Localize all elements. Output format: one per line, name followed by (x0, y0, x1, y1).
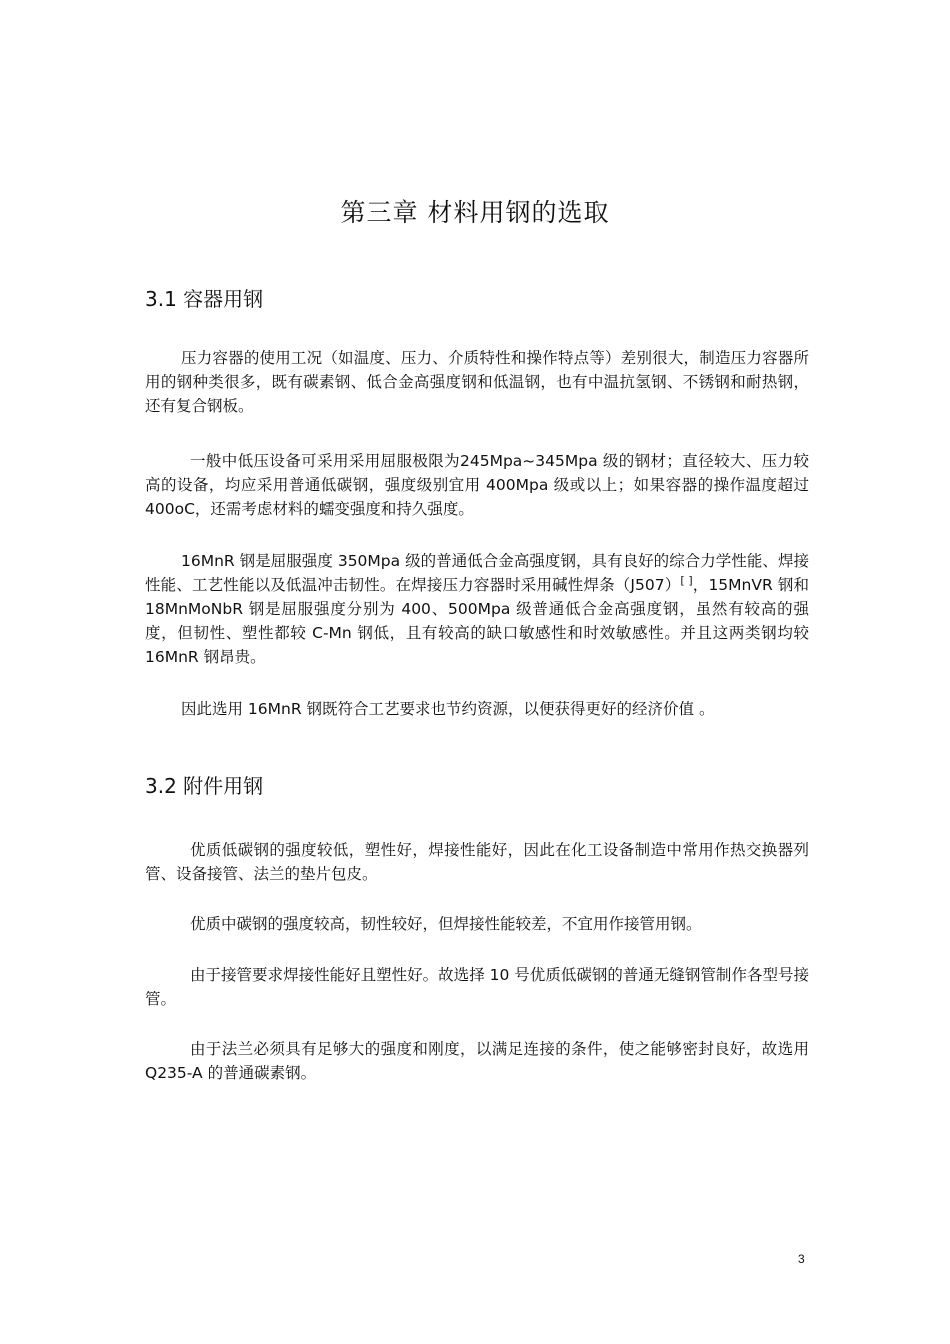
section-heading-3-1: 3.1 容器用钢 (145, 287, 264, 311)
paragraph: 因此选用 16MnR 钢既符合工艺要求也节约资源，以便获得更好的经济价值 。 (181, 700, 715, 718)
paragraph-text-before-ref: 16MnR 钢是屈服强度 350Mpa 级的普通低合金高强度钢，具有良好的综合力学性能、焊接性能、工艺性能以及低温冲击韧性。在焊接压力容器时采用碱性焊条（J507） (145, 552, 809, 594)
paragraph: 优质中碳钢的强度较高，韧性较好，但焊接性能较差，不宜用作接管用钢。 (190, 915, 702, 933)
paragraph: 优质低碳钢的强度较低，塑性好，焊接性能好，因此在化工设备制造中常用作热交换器列管、设备接管、法兰的垫片包皮。 (145, 841, 809, 883)
paragraph: 由于接管要求焊接性能好且塑性好。故选择 10 号优质低碳钢的普通无缝钢管制作各型号接管。 (145, 966, 809, 1008)
citation-marker: [ ] (680, 573, 693, 587)
chapter-title: 第三章 材料用钢的选取 (340, 198, 610, 227)
paragraph-text-after-ref: ，15MnVR 钢和 18MnMoNbR 钢是屈服强度分别为 400、500Mpa 级普通低合金高强度钢，虽然有较高的强度，但韧性、塑性都较 C-Mn 钢低，且有较高的缺口敏感性和时效敏感性。并且这两类钢均较 16MnR 钢昂贵。 (145, 576, 809, 666)
paragraph: 压力容器的使用工况（如温度、压力、介质特性和操作特点等）差别很大，制造压力容器所用的钢种类很多，既有碳素钢、低合金高强度钢和低温钢，也有中温抗氢钢、不锈钢和耐热钢，还有复合钢板。 (145, 349, 809, 415)
section-heading-3-2: 3.2 附件用钢 (145, 774, 264, 798)
paragraph: 一般中低压设备可采用采用屈服极限为245Mpa~345Mpa 级的钢材；直径较大、压力较高的设备，均应采用普通低碳钢，强度级别宜用 400Mpa 级或以上；如果容器的操作温度超过 400oC，还需考虑材料的蠕变强度和持久强度。 (145, 452, 809, 518)
page-number: 3 (798, 1252, 805, 1266)
paragraph: 由于法兰必须具有足够大的强度和刚度，以满足连接的条件，使之能够密封良好，故选用 Q235-A 的普通碳素钢。 (145, 1040, 809, 1082)
paragraph (145, 549, 809, 669)
